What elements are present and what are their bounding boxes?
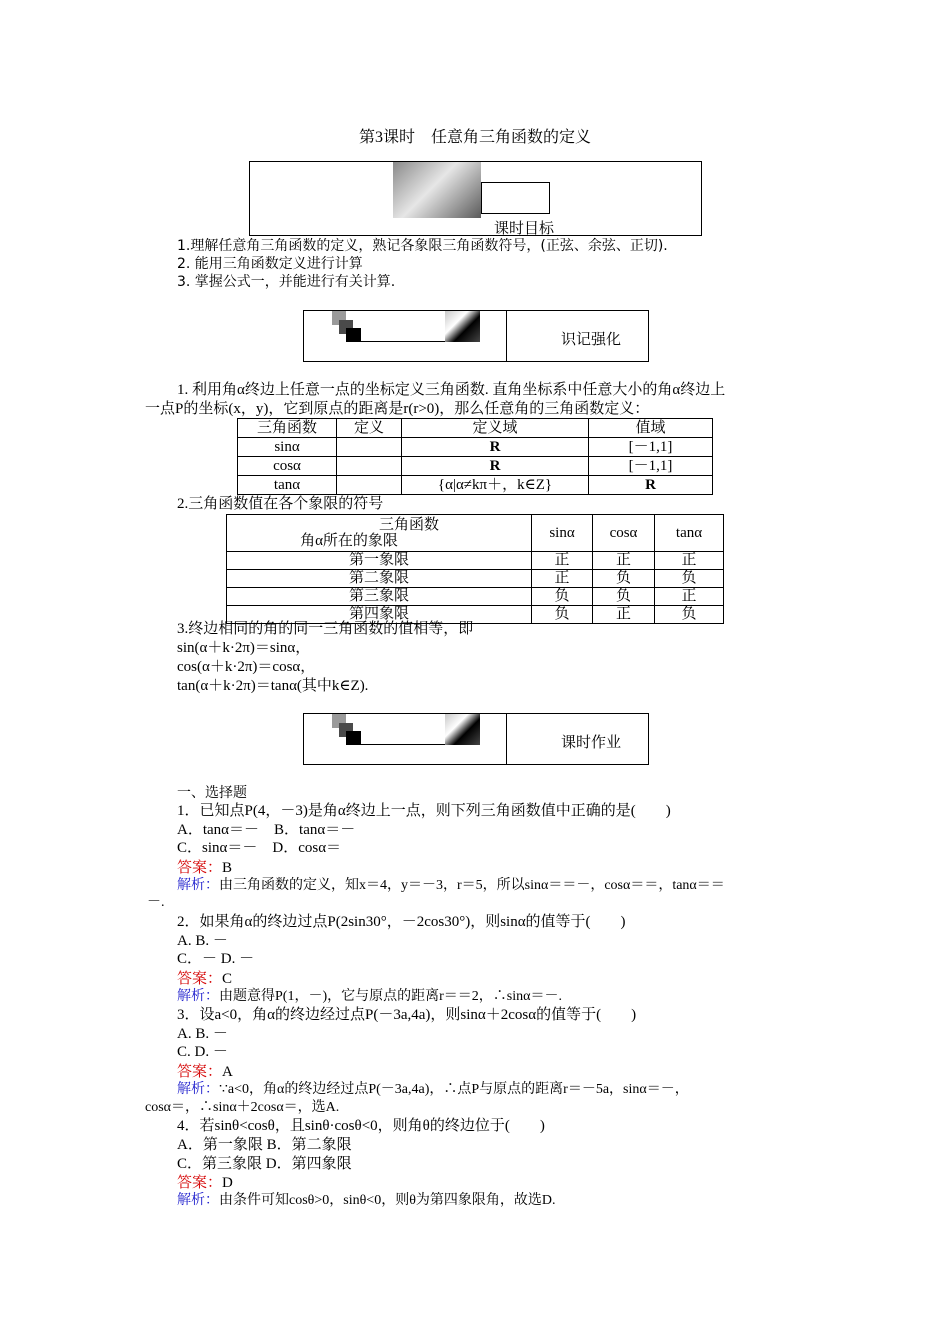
- q4-stem: 4．若sinθ<cosθ，且sinθ·cosθ<0，则角θ的终边位于( ): [177, 1118, 545, 1134]
- table-header: tanα: [655, 515, 724, 552]
- analysis-label: 解析：: [177, 877, 219, 893]
- q1-options-cd: C．sinα＝－ D．cosα＝: [177, 840, 342, 856]
- answer-value: D: [222, 1175, 233, 1191]
- q3-stem: 3．设a<0，角α的终边经过点P(－3a,4a)，则sinα＋2cosα的值等于( ): [177, 1007, 637, 1023]
- answer-value: C: [222, 971, 233, 987]
- section-banner-memorize: [303, 310, 649, 362]
- q4-options-cd: C．第三象限 D．第四象限: [177, 1156, 352, 1172]
- answer-label: 答案：: [177, 1062, 223, 1080]
- q3-analysis-cont: cosα＝，∴sinα＋2cosα＝，选A.: [145, 1100, 340, 1115]
- q1-analysis-cont: －.: [147, 895, 165, 910]
- banner-gradient-graphic: [445, 714, 480, 745]
- table-cell: R: [402, 457, 589, 476]
- intro-line-1: 1. 利用角α终边上任意一点的坐标定义三角函数. 直角坐标系中任意大小的角α终边上: [177, 382, 726, 398]
- q1-answer: [177, 858, 232, 877]
- q1-analysis: [177, 876, 725, 895]
- formula-heading: 3.终边相同的角的同一三角函数的值相等，即: [177, 621, 474, 637]
- answer-value: B: [222, 860, 233, 876]
- table-cell: 负: [593, 570, 655, 588]
- q4-options-ab: A．第一象限 B．第二象限: [177, 1137, 352, 1153]
- table-corner: [227, 515, 532, 552]
- banner-gradient-graphic: [445, 311, 480, 342]
- formula-tan: tan(α＋k·2π)＝tanα(其中k∈Z).: [177, 678, 369, 694]
- analysis-label: 解析：: [177, 1081, 219, 1097]
- trig-definition-table: [237, 418, 713, 495]
- formula-sin: sin(α＋k·2π)＝sinα，: [177, 640, 311, 656]
- table-cell: 负: [593, 588, 655, 606]
- table-cell: 正: [655, 552, 724, 570]
- table-cell: [337, 476, 402, 495]
- q2-options-ab: A. B. －: [177, 933, 228, 949]
- answer-label: 答案：: [177, 969, 223, 987]
- q3-analysis: [177, 1080, 689, 1099]
- table-cell: 负: [655, 570, 724, 588]
- banner-label: 识记强化: [561, 330, 622, 348]
- table-cell: 第二象限: [227, 570, 532, 588]
- q1-options-ab: A．tanα＝－ B．tanα＝－: [177, 822, 356, 838]
- section-banner-homework: [303, 713, 649, 765]
- table-cell: 负: [532, 606, 593, 624]
- analysis-text: 由三角函数的定义，知x＝4，y＝－3，r＝5，所以sinα＝＝－，cosα＝＝，tanα＝＝: [219, 878, 725, 893]
- answer-label: 答案：: [177, 1173, 223, 1191]
- table-cell: [－1,1]: [589, 438, 713, 457]
- section-heading: 一、选择题: [177, 785, 247, 801]
- q3-options-cd: C. D. －: [177, 1044, 228, 1060]
- table-header: cosα: [593, 515, 655, 552]
- table-cell: 负: [532, 588, 593, 606]
- objective-2: 2. 能用三角函数定义进行计算: [177, 256, 363, 272]
- objective-1: 1.理解任意角三角函数的定义，熟记各象限三角函数符号，(正弦、余弦、正切).: [177, 238, 668, 254]
- corner-top: 三角函数: [378, 517, 439, 533]
- table-cell: {α|α≠kπ＋，k∈Z}: [402, 476, 589, 495]
- formula-cos: cos(α＋k·2π)＝cosα，: [177, 659, 316, 675]
- analysis-label: 解析：: [177, 988, 219, 1004]
- q4-analysis: [177, 1191, 556, 1210]
- table-cell: 第四象限: [227, 606, 532, 624]
- banner-square-dark: [346, 731, 361, 745]
- analysis-text: 由题意得P(1，－)，它与原点的距离r＝＝2，∴sinα＝－.: [219, 989, 562, 1004]
- analysis-label: 解析：: [177, 1192, 219, 1208]
- table-cell: 正: [593, 552, 655, 570]
- banner-rule: [361, 341, 445, 342]
- banner-divider: [506, 714, 507, 764]
- table-cell: 负: [655, 606, 724, 624]
- table-header: 三角函数: [238, 419, 337, 438]
- analysis-text: 由条件可知cosθ>0，sinθ<0，则θ为第四象限角，故选D.: [219, 1193, 556, 1208]
- q2-analysis: [177, 987, 562, 1006]
- table-cell: 正: [532, 552, 593, 570]
- q2-answer: [177, 969, 232, 988]
- intro-line-2: 一点P的坐标(x，y)，它到原点的距离是r(r>0)，那么任意角的三角函数定义：: [145, 401, 650, 417]
- table-cell: 正: [532, 570, 593, 588]
- table-header: 定义域: [402, 419, 589, 438]
- banner-gradient-graphic: [393, 162, 481, 218]
- table-cell: [337, 438, 402, 457]
- table-cell: sinα: [238, 438, 337, 457]
- objective-3: 3. 掌握公式一，并能进行有关计算.: [177, 274, 396, 290]
- table-cell: 正: [593, 606, 655, 624]
- answer-value: A: [222, 1064, 233, 1080]
- q3-options-ab: A. B. －: [177, 1026, 228, 1042]
- table-header: sinα: [532, 515, 593, 552]
- signs-heading: 2.三角函数值在各个象限的符号: [177, 496, 384, 512]
- banner-label: 课时目标: [494, 219, 555, 237]
- table-header: 值域: [589, 419, 713, 438]
- banner-small-frame: [481, 182, 550, 214]
- quadrant-sign-table: [226, 514, 724, 624]
- q3-answer: [177, 1062, 233, 1081]
- table-cell: cosα: [238, 457, 337, 476]
- table-cell: [－1,1]: [589, 457, 713, 476]
- table-cell: 正: [655, 588, 724, 606]
- table-cell: 第一象限: [227, 552, 532, 570]
- section-banner-objectives: [249, 161, 702, 236]
- q2-options-cd: C．－ D. －: [177, 951, 255, 967]
- page-title: 第3课时 任意角三角函数的定义: [358, 129, 591, 146]
- table-cell: R: [589, 476, 713, 495]
- banner-divider: [506, 311, 507, 361]
- banner-square-dark: [346, 328, 361, 342]
- q1-stem: 1．已知点P(4，－3)是角α终边上一点，则下列三角函数值中正确的是( ): [177, 803, 671, 819]
- table-cell: tanα: [238, 476, 337, 495]
- corner-bottom: 角α所在的象限: [300, 533, 398, 549]
- table-cell: 第三象限: [227, 588, 532, 606]
- table-cell: [337, 457, 402, 476]
- analysis-text: ∵a<0，角α的终边经过点P(－3a,4a)，∴点P与原点的距离r＝－5a，sinα＝－，: [219, 1082, 689, 1097]
- banner-rule: [361, 744, 445, 745]
- table-cell: R: [402, 438, 589, 457]
- table-header: 定义: [337, 419, 402, 438]
- answer-label: 答案：: [177, 858, 223, 876]
- q2-stem: 2．如果角α的终边过点P(2sin30°，－2cos30°)，则sinα的值等于( ): [177, 914, 626, 930]
- banner-label: 课时作业: [561, 733, 622, 751]
- q4-answer: [177, 1173, 233, 1192]
